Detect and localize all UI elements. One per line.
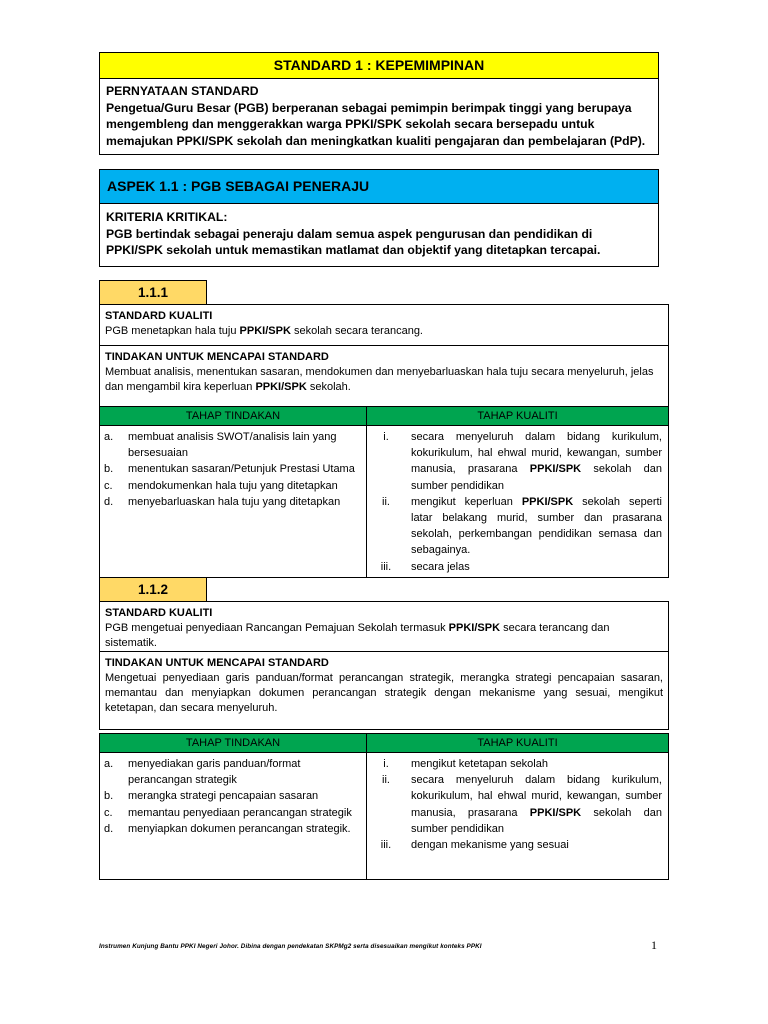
section-number-1-1-1: 1.1.1 (99, 280, 207, 305)
standard-statement-text: Pengetua/Guru Besar (PGB) berperanan sebagai pemimpin berimpak tinggi yang berupaya mengembleng dan menggerakkan warga PPKI/SPK sekolah secara bersepadu untuk memajukan PPKI/SPK sekolah dan meningkatkan kualiti pengajaran dan pembelajaran (PdP). (106, 100, 646, 148)
col-tahap-tindakan: TAHAP TINDAKAN (100, 734, 367, 752)
list-item: b. merangka strategi pencapaian sasaran (104, 790, 319, 803)
list-item: iii. dengan mekanisme yang sesuai (380, 839, 569, 852)
tahap-tindakan-list (100, 426, 367, 577)
col-tahap-kualiti: TAHAP KUALITI (477, 737, 558, 749)
tindakan-text: Mengetuai penyediaan garis panduan/format perancangan strategik, merangka strategi pencapaian sasaran, memantau dan menyiapkan dokumen perancangan strategik dengan mekanisme yang sesuai, mengikut ketetapan, dan secara menyeluruh. (105, 672, 663, 714)
kriteria-heading: KRITERIA KRITIKAL: (106, 210, 228, 224)
list-item: a. menyediakan garis panduan/format perancangan strategik (104, 758, 301, 787)
section-number-1-1-2: 1.1.2 (99, 577, 207, 602)
standard-kualiti-text: PGB menetapkan hala tuju PPKI/SPK sekolah secara terancang. (105, 325, 423, 337)
standard-kualiti-text: PGB mengetuai penyediaan Rancangan Pemajuan Sekolah termasuk PPKI/SPK secara terancang dan sistematik. (105, 622, 610, 649)
list-item: c. memantau penyediaan perancangan strategik (104, 806, 352, 819)
list-item: b. menentukan sasaran/Petunjuk Prestasi Utama (104, 463, 355, 476)
table-body-1-1-2 (99, 752, 669, 880)
table-body-1-1-1 (99, 425, 669, 578)
standard-kualiti-1-1-2 (99, 601, 669, 652)
col-tahap-kualiti: TAHAP KUALITI (477, 410, 558, 422)
tindakan-heading: TINDAKAN UNTUK MENCAPAI STANDARD (105, 351, 329, 363)
list-item: a. membuat analisis SWOT/analisis lain yang bersesuaian (104, 431, 337, 460)
tindakan-standard-1-1-2 (99, 651, 669, 730)
table-header-1-1-1 (99, 406, 669, 426)
kriteria-text: PGB bertindak sebagai peneraju dalam semua aspek pengurusan dan pendidikan di PPKI/SPK sekolah untuk memastikan matlamat dan objektif yang ditetapkan tercapai. (106, 226, 601, 257)
list-item: i. secara menyeluruh dalam bidang kurikulum, kokurikulum, hal ehwal murid, kewangan, sumber manusia, prasarana PPKI/SPK sekolah dan sumber pendidikan (383, 431, 662, 492)
list-item: d. menyiapkan dokumen perancangan strategik. (104, 822, 351, 835)
list-item: c. mendokumenkan hala tuju yang ditetapkan (104, 479, 338, 492)
list-item: ii. secara menyeluruh dalam bidang kurikulum, kokurikulum, hal ehwal murid, kewangan, sumber manusia, prasarana PPKI/SPK sekolah dan sumber pendidikan (382, 774, 662, 835)
table-header-1-1-2 (99, 733, 669, 753)
tindakan-heading: TINDAKAN UNTUK MENCAPAI STANDARD (105, 657, 329, 669)
list-item: d. menyebarluaskan hala tuju yang ditetapkan (104, 495, 341, 508)
list-item: iii. secara jelas (380, 560, 470, 573)
page-number: 1 (651, 938, 657, 952)
list-item: i. mengikut ketetapan sekolah (383, 758, 548, 770)
tindakan-text: Membuat analisis, menentukan sasaran, mendokumen dan menyebarluaskan hala tuju secara menyeluruh, jelas dan mengambil kira keperluan PPKI/SPK sekolah. (105, 366, 654, 393)
aspek-title: ASPEK 1.1 : PGB SEBAGAI PENERAJU (99, 169, 659, 204)
col-tahap-tindakan: TAHAP TINDAKAN (100, 407, 367, 425)
standard-kualiti-1-1-1 (99, 304, 669, 346)
tahap-tindakan-list (100, 753, 367, 879)
tahap-kualiti-list (367, 426, 668, 577)
standard-kualiti-heading: STANDARD KUALITI (105, 607, 213, 619)
page-footer: Instrumen Kunjung Bantu PPKI Negeri Johor. Dibina dengan pendekatan SKPMg2 serta disesuaikan mengikut konteks PPKI (99, 943, 482, 950)
list-item: ii. mengikut keperluan PPKI/SPK sekolah seperti latar belakang murid, sumber dan prasarana sekolah, perkembangan pendidikan semasa dan sebagainya. (382, 495, 662, 557)
tahap-kualiti-list (367, 753, 668, 879)
standard-statement (99, 78, 659, 155)
kriteria-kritikal (99, 203, 659, 267)
standard-title: STANDARD 1 : KEPEMIMPINAN (99, 52, 659, 79)
tindakan-standard-1-1-1 (99, 345, 669, 407)
standard-statement-heading: PERNYATAAN STANDARD (106, 84, 259, 98)
standard-kualiti-heading: STANDARD KUALITI (105, 310, 213, 322)
